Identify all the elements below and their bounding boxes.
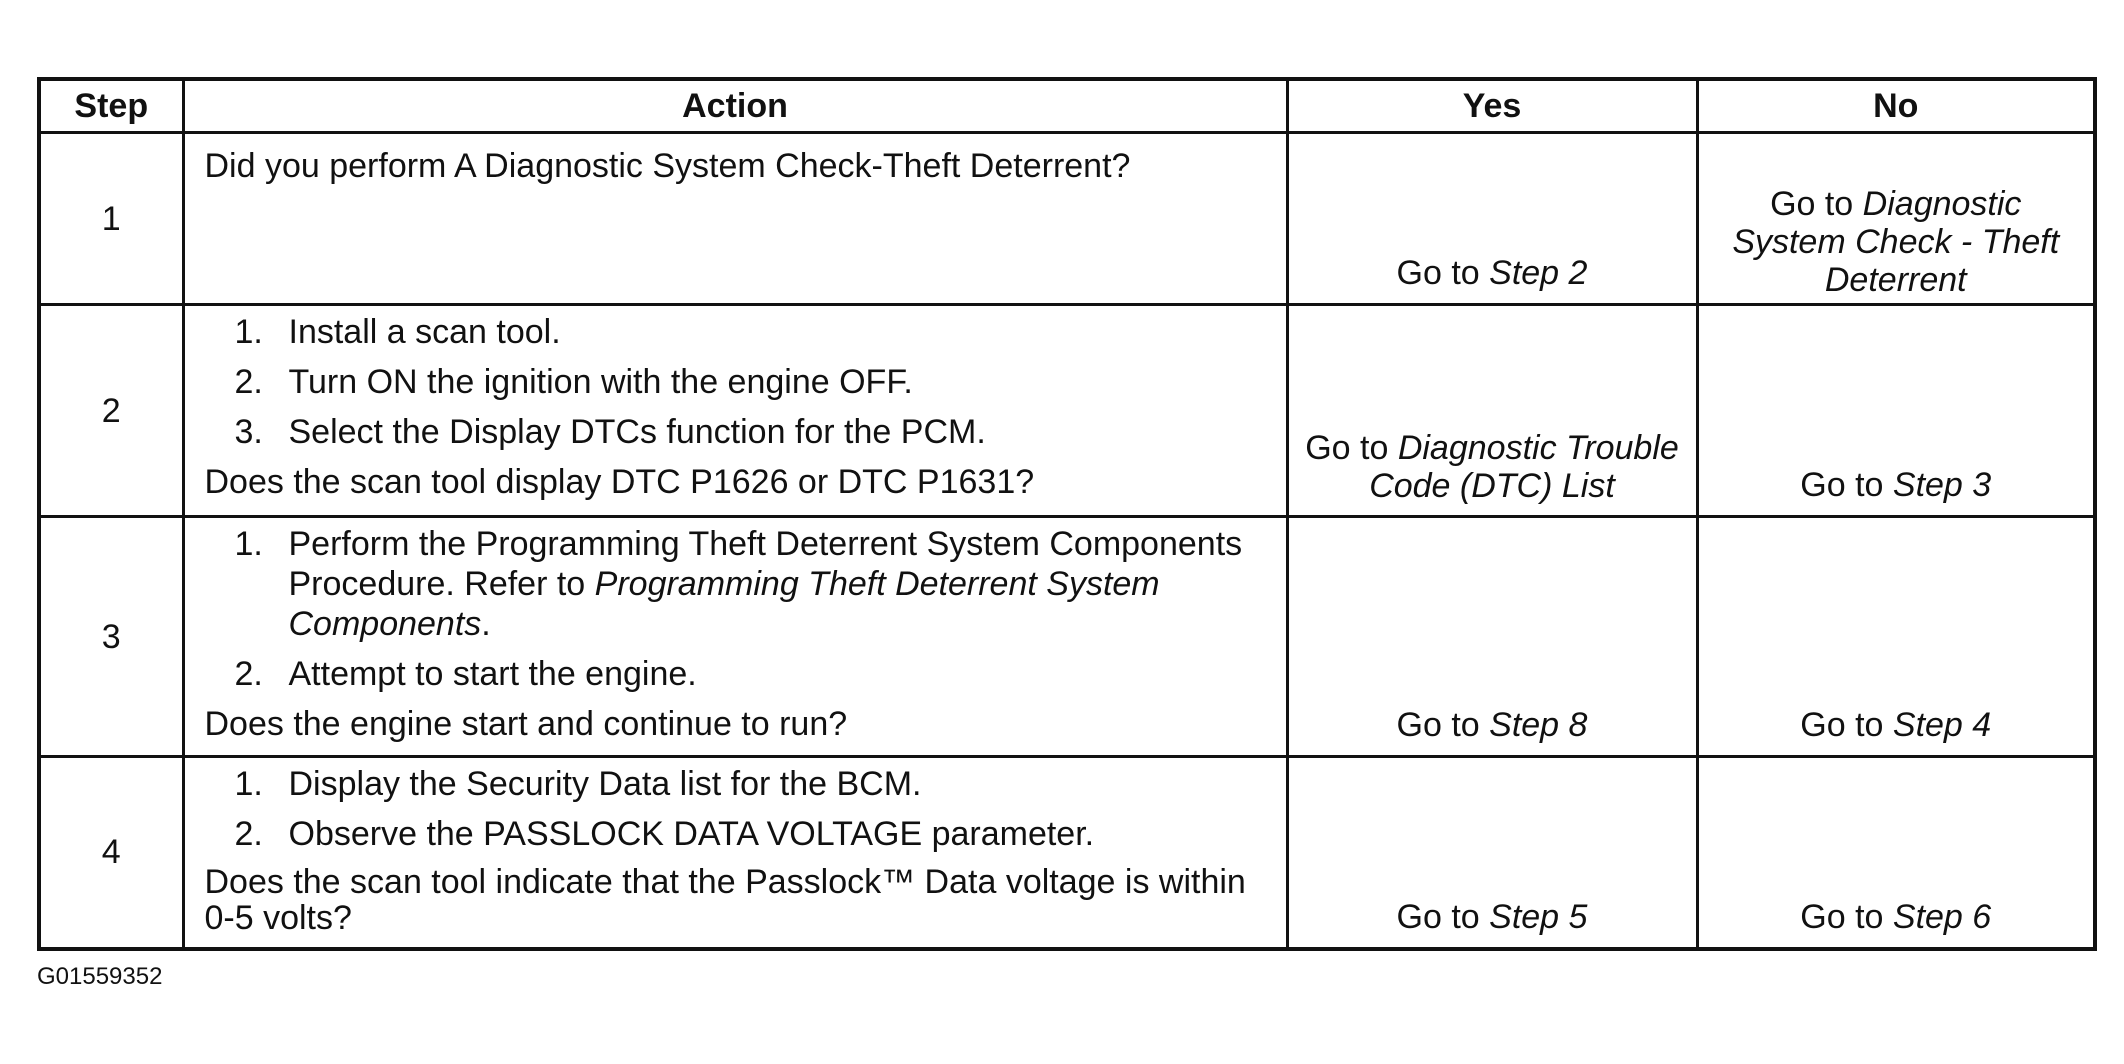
step-number: 3 — [39, 517, 183, 757]
action-step — [205, 814, 1274, 854]
action-step — [205, 764, 1274, 804]
yes-cell — [1287, 757, 1697, 949]
no-link[interactable]: Step 3 — [1892, 466, 1992, 504]
action-cell — [183, 305, 1287, 517]
step-item-reference[interactable]: Programming Theft Deterrent System Components — [288, 565, 1160, 643]
action-question: Does the engine start and continue to run? — [204, 705, 848, 743]
figure-id: G01559352 — [37, 963, 163, 990]
table-row — [39, 305, 2095, 517]
action-question: Did you perform A Diagnostic System Check-Theft Deterrent? — [204, 147, 1131, 185]
no-prefix: Go to — [1800, 897, 1893, 936]
action-steps — [205, 312, 1274, 452]
step-number: 2 — [39, 305, 183, 517]
step-item-text: Select the Display DTCs function for the PCM. — [288, 413, 986, 451]
yes-cell — [1287, 133, 1697, 305]
yes-header: Yes — [1287, 79, 1697, 133]
step-item-text: Attempt to start the engine. — [288, 655, 697, 693]
yes-link[interactable]: Step 5 — [1489, 897, 1588, 936]
no-link[interactable]: Step 6 — [1892, 897, 1992, 936]
action-step — [205, 312, 1274, 352]
step-number: 4 — [39, 757, 183, 949]
no-prefix: Go to — [1800, 706, 1893, 744]
step-item-number: 2. — [234, 363, 263, 401]
no-cell — [1697, 517, 2095, 757]
action-step — [205, 412, 1274, 452]
no-cell — [1697, 305, 2095, 517]
yes-prefix: Go to — [1396, 254, 1490, 292]
yes-cell — [1287, 517, 1697, 757]
action-steps — [205, 524, 1274, 694]
step-item-number: 3. — [234, 413, 263, 451]
step-item-text: Perform the Programming Theft Deterrent System Components Procedure. Refer to — [288, 525, 1243, 603]
no-cell — [1697, 757, 2095, 949]
action-step — [205, 362, 1274, 402]
diagnostic-table — [37, 77, 2097, 951]
step-item-text: Observe the PASSLOCK DATA VOLTAGE parameter. — [288, 815, 1095, 853]
step-item-suffix: . — [481, 605, 491, 643]
yes-cell — [1287, 305, 1697, 517]
no-cell — [1697, 133, 2095, 305]
no-link[interactable]: Diagnostic System Check - Theft Deterrent — [1732, 185, 2060, 299]
yes-link[interactable]: Step 2 — [1489, 254, 1588, 292]
no-prefix: Go to — [1800, 466, 1893, 504]
no-header: No — [1697, 79, 2095, 133]
action-question: Does the scan tool display DTC P1626 or DTC P1631? — [204, 463, 1035, 501]
step-item-text: Install a scan tool. — [288, 313, 561, 351]
header-row — [39, 79, 2095, 133]
yes-link[interactable]: Diagnostic Trouble Code (DTC) List — [1369, 429, 1679, 505]
yes-link[interactable]: Step 8 — [1489, 706, 1588, 744]
step-item-text: Display the Security Data list for the BCM. — [288, 765, 922, 803]
action-step — [205, 654, 1274, 694]
action-question: Does the scan tool indicate that the Passlock™ Data voltage is within 0-5 volts? — [204, 863, 1246, 937]
yes-prefix: Go to — [1396, 897, 1490, 936]
yes-prefix: Go to — [1396, 706, 1490, 744]
action-step — [205, 524, 1274, 644]
table-row — [39, 133, 2095, 305]
step-header: Step — [39, 79, 183, 133]
yes-prefix: Go to — [1305, 429, 1398, 467]
step-item-text: Turn ON the ignition with the engine OFF. — [288, 363, 913, 401]
step-item-number: 2. — [234, 655, 263, 693]
action-cell — [183, 757, 1287, 949]
step-item-number: 1. — [234, 765, 263, 803]
step-item-number: 1. — [234, 525, 263, 563]
no-prefix: Go to — [1770, 185, 1863, 223]
table-row — [39, 757, 2095, 949]
table-row — [39, 517, 2095, 757]
action-cell — [183, 133, 1287, 305]
step-item-number: 1. — [234, 313, 263, 351]
action-cell — [183, 517, 1287, 757]
step-number: 1 — [39, 133, 183, 305]
no-link[interactable]: Step 4 — [1892, 706, 1992, 744]
action-steps — [205, 764, 1274, 854]
action-header: Action — [183, 79, 1287, 133]
step-item-number: 2. — [234, 815, 263, 853]
